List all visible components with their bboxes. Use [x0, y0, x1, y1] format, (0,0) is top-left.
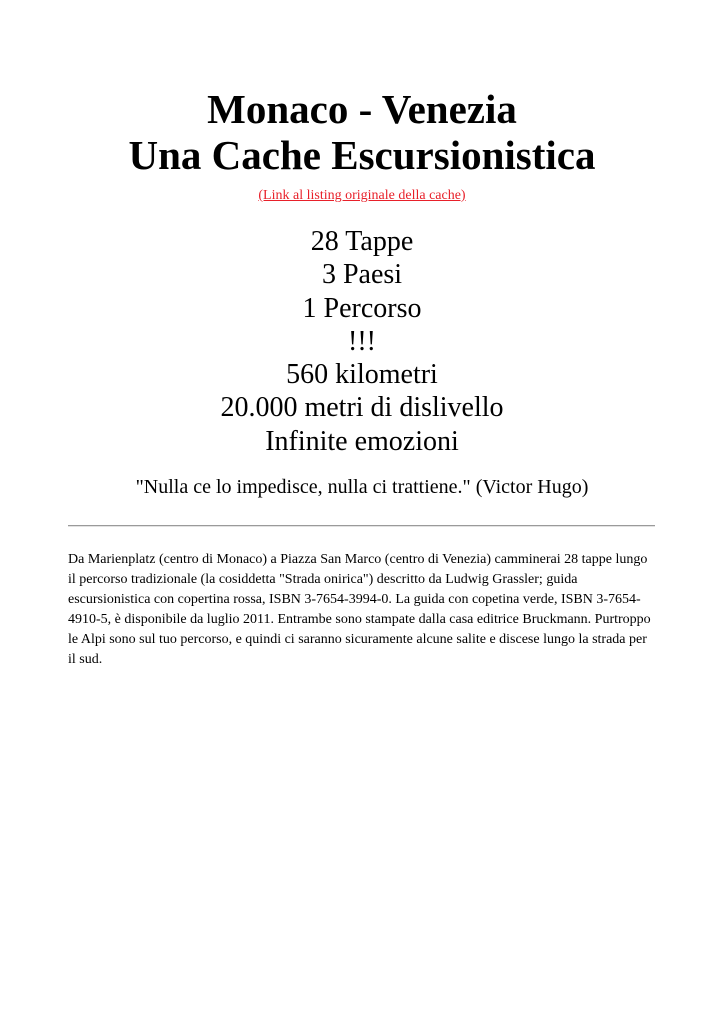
section-divider	[68, 525, 655, 527]
stat-emotions: Infinite emozioni	[265, 425, 459, 457]
stats-list	[0, 225, 724, 458]
stat-exclamation: !!!	[348, 325, 376, 357]
description-paragraph: Da Marienplatz (centro di Monaco) a Piazza San Marco (centro di Venezia) camminerai 28 tappe lungo il percorso tradizionale (la cosiddetta "Strada onirica") descritto da Ludwig Grassler; guida escursionistica con copertina rossa, ISBN 3-7654-3994-0. La guida con copetina verde, ISBN 3-7654-4910-5, è disponibile da luglio 2011. Entrambe sono stampate dalla casa editrice Bruckmann. Purtroppo le Alpi sono sul tuo percorso, e quindi ci saranno sicuramente alcune salite e discese lungo la strada per il sud.	[68, 552, 651, 667]
stat-countries: 3 Paesi	[321, 259, 403, 291]
page-title	[0, 86, 724, 178]
source-link-container	[0, 187, 724, 205]
stat-route: 1 Percorso	[302, 292, 422, 324]
original-listing-link[interactable]: (Link al listing originale della cache)	[258, 188, 466, 203]
title-line-2: Una Cache Escursionistica	[128, 132, 596, 178]
victor-hugo-quote: "Nulla ce lo impedisce, nulla ci trattiene." (Victor Hugo)	[135, 476, 589, 498]
stat-kilometers: 560 kilometri	[286, 359, 438, 391]
stat-stages: 28 Tappe	[310, 226, 414, 257]
title-line-1: Monaco - Venezia	[207, 86, 517, 132]
stat-elevation: 20.000 metri di dislivello	[220, 392, 504, 424]
